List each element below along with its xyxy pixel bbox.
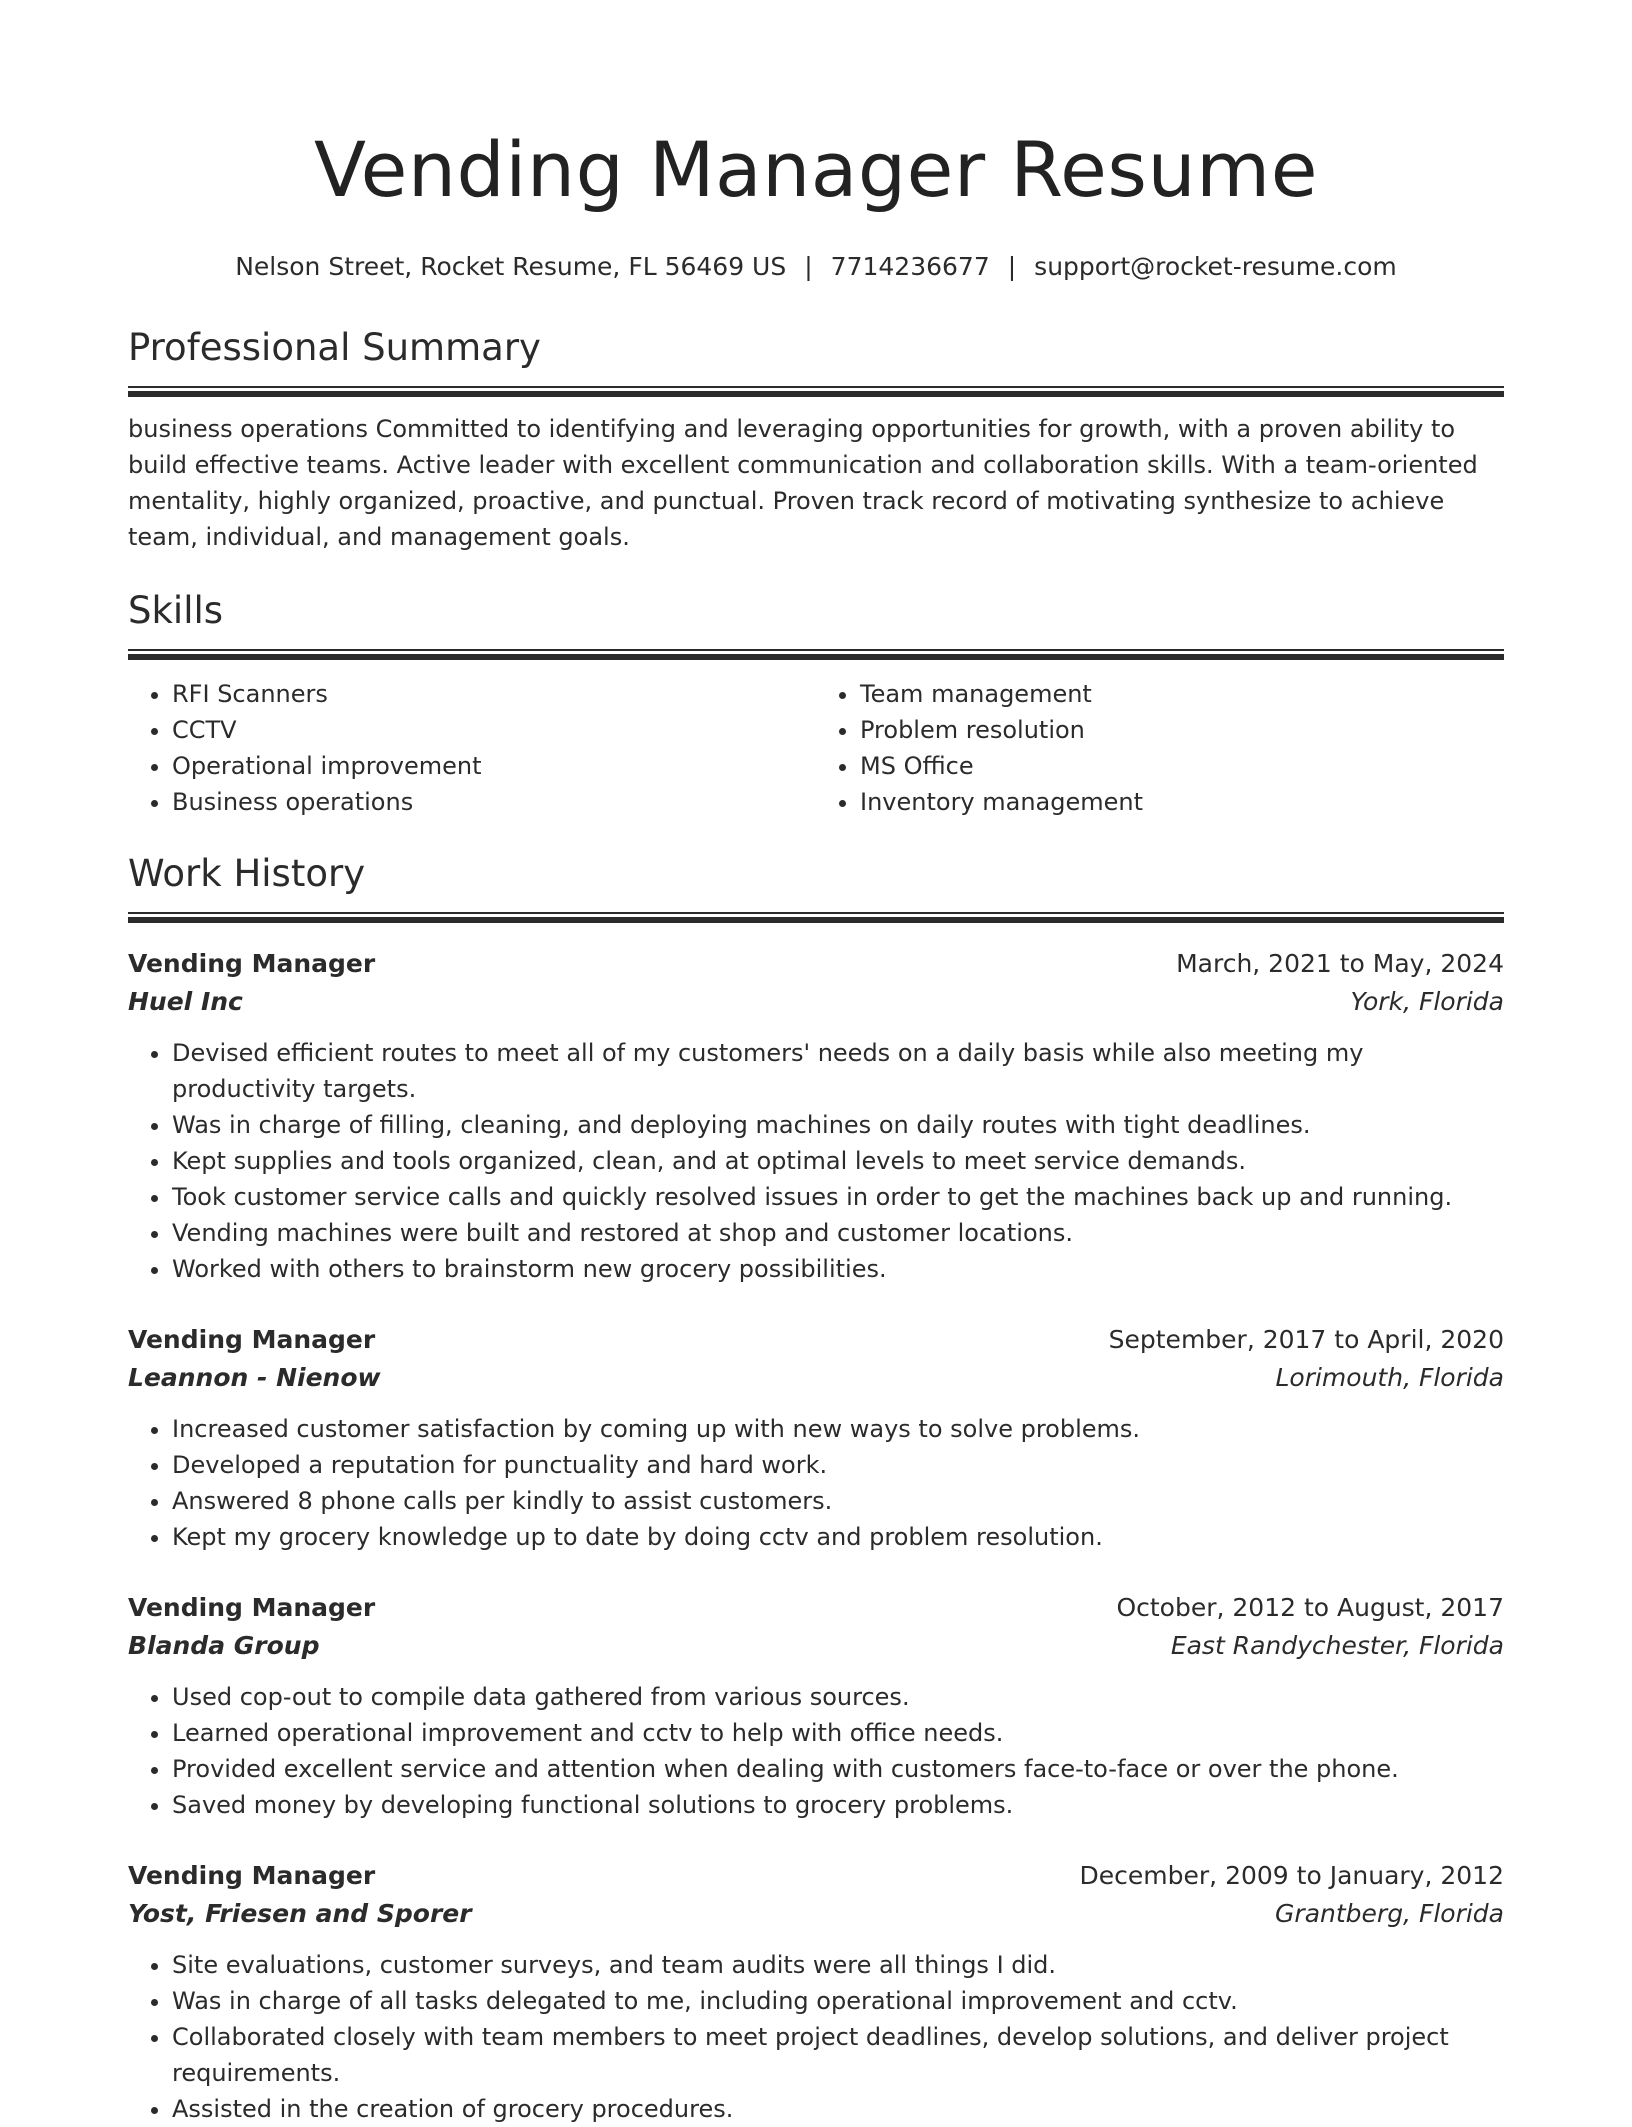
job-header-row — [128, 1857, 1504, 1895]
job-bullet: • Collaborated closely with team members to meet project deadlines, develop solutions, and deliver project requirements. — [172, 2019, 1504, 2091]
job-bullet: • Vending machines were built and restored at shop and customer locations. — [172, 1215, 1504, 1251]
job-subheader-row — [128, 983, 1504, 1021]
contact-separator: | — [804, 252, 813, 281]
job-bullet: • Site evaluations, customer surveys, and team audits were all things I did. — [172, 1947, 1504, 1983]
job-bullet: • Developed a reputation for punctuality and hard work. — [172, 1447, 1504, 1483]
job-location: York, Florida — [1350, 987, 1504, 1016]
work-history-heading: Work History — [128, 852, 366, 895]
skill-item: • MS Office — [860, 748, 1504, 784]
skills-right-list — [816, 676, 1504, 820]
contact-email: support@rocket-resume.com — [1034, 252, 1397, 281]
job-bullet: • Worked with others to brainstorm new grocery possibilities. — [172, 1251, 1504, 1287]
job-bullet: • Increased customer satisfaction by coming up with new ways to solve problems. — [172, 1411, 1504, 1447]
job-title: Vending Manager — [128, 1861, 376, 1890]
job-location: Grantberg, Florida — [1275, 1899, 1504, 1928]
skill-item: • Business operations — [172, 784, 816, 820]
section-divider — [128, 912, 1504, 923]
section-divider — [128, 386, 1504, 397]
job-subheader-row — [128, 1359, 1504, 1397]
job-bullet: • Used cop-out to compile data gathered from various sources. — [172, 1679, 1504, 1715]
job-location: East Randychester, Florida — [1170, 1631, 1504, 1660]
job-bullet-list — [128, 1679, 1504, 1823]
job-header-row — [128, 945, 1504, 983]
skill-item: • CCTV — [172, 712, 816, 748]
job-company: Leannon - Nienow — [128, 1363, 381, 1392]
job-bullet: • Was in charge of all tasks delegated to me, including operational improvement and cctv. — [172, 1983, 1504, 2019]
contact-line — [128, 250, 1504, 284]
skill-item: • Team management — [860, 676, 1504, 712]
job-bullet: • Assisted in the creation of grocery procedures. — [172, 2091, 1504, 2127]
job-bullet: • Saved money by developing functional solutions to grocery problems. — [172, 1787, 1504, 1823]
job-bullet-list — [128, 1035, 1504, 1287]
job-title: Vending Manager — [128, 1593, 376, 1622]
job-title: Vending Manager — [128, 949, 376, 978]
skill-item: • Operational improvement — [172, 748, 816, 784]
job-bullet: • Kept my grocery knowledge up to date by doing cctv and problem resolution. — [172, 1519, 1504, 1555]
job-entry — [128, 1321, 1504, 1555]
job-bullet: • Provided excellent service and attention when dealing with customers face-to-face or over the phone. — [172, 1751, 1504, 1787]
job-dates: October, 2012 to August, 2017 — [1116, 1593, 1504, 1622]
contact-address: Nelson Street, Rocket Resume, FL 56469 US — [235, 252, 787, 281]
skills-left-list — [128, 676, 816, 820]
job-location: Lorimouth, Florida — [1275, 1363, 1504, 1392]
job-bullet: • Answered 8 phone calls per kindly to assist customers. — [172, 1483, 1504, 1519]
job-entry — [128, 1589, 1504, 1823]
resume-title: Vending Manager Resume — [314, 125, 1318, 214]
contact-phone: 7714236677 — [830, 252, 990, 281]
job-subheader-row — [128, 1627, 1504, 1665]
job-dates: September, 2017 to April, 2020 — [1108, 1325, 1504, 1354]
summary-heading: Professional Summary — [128, 326, 541, 369]
job-entry — [128, 945, 1504, 1287]
job-bullet: • Devised efficient routes to meet all of my customers' needs on a daily basis while also meeting my productivity targets. — [172, 1035, 1504, 1107]
skills-heading: Skills — [128, 589, 224, 632]
job-dates: March, 2021 to May, 2024 — [1176, 949, 1504, 978]
job-company: Huel Inc — [128, 987, 243, 1016]
job-bullet: • Kept supplies and tools organized, clean, and at optimal levels to meet service demands. — [172, 1143, 1504, 1179]
skill-item: • RFI Scanners — [172, 676, 816, 712]
skills-grid — [128, 676, 1504, 820]
skill-item: • Inventory management — [860, 784, 1504, 820]
job-bullet: • Took customer service calls and quickly resolved issues in order to get the machines back up and running. — [172, 1179, 1504, 1215]
job-bullet: • Learned operational improvement and cctv to help with office needs. — [172, 1715, 1504, 1751]
job-entry — [128, 1857, 1504, 2127]
job-header-row — [128, 1321, 1504, 1359]
job-company: Yost, Friesen and Sporer — [128, 1899, 472, 1928]
section-divider — [128, 649, 1504, 660]
job-dates: December, 2009 to January, 2012 — [1079, 1861, 1504, 1890]
job-title: Vending Manager — [128, 1325, 376, 1354]
contact-separator: | — [1007, 252, 1017, 281]
job-company: Blanda Group — [128, 1631, 320, 1660]
job-bullet-list — [128, 1947, 1504, 2127]
summary-text: business operations Committed to identifying and leveraging opportunities for growth, with a proven ability to build effective teams. Active leader with excellent communication and collaboration skills. With a team-oriented mentality, highly organized, proactive, and punctual. Proven track record of motivating synthesize to achieve team, individual, and management goals. — [128, 415, 1478, 551]
job-subheader-row — [128, 1895, 1504, 1933]
skill-item: • Problem resolution — [860, 712, 1504, 748]
job-bullet-list — [128, 1411, 1504, 1555]
job-header-row — [128, 1589, 1504, 1627]
job-bullet: • Was in charge of filling, cleaning, and deploying machines on daily routes with tight deadlines. — [172, 1107, 1504, 1143]
